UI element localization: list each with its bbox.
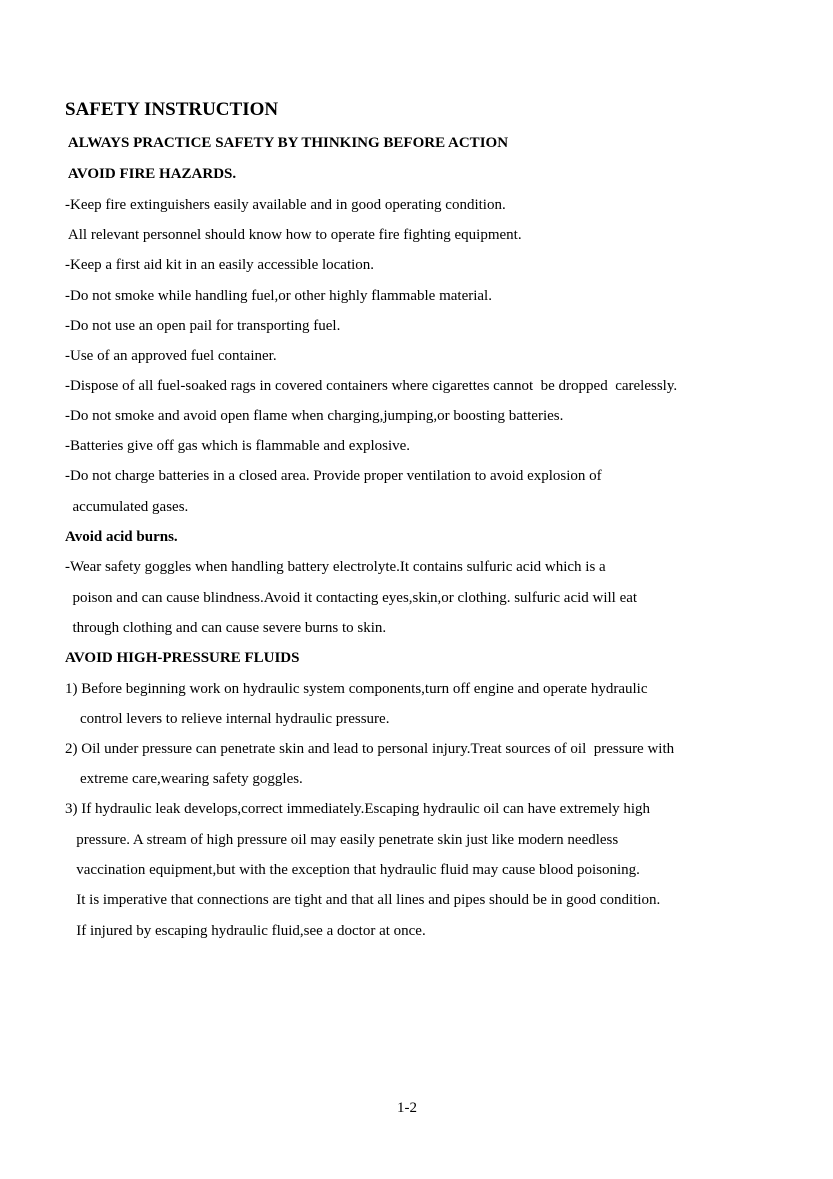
fire-line: -Keep fire extinguishers easily available and in good operating condition. bbox=[65, 197, 506, 213]
high-pressure-heading: AVOID HIGH-PRESSURE FLUIDS bbox=[65, 650, 300, 666]
page-title: SAFETY INSTRUCTION bbox=[65, 99, 279, 120]
pressure-line: control levers to relieve internal hydraulic pressure. bbox=[65, 711, 390, 727]
safety-subtitle: ALWAYS PRACTICE SAFETY BY THINKING BEFORE ACTION bbox=[65, 135, 509, 151]
fire-line: -Dispose of all fuel-soaked rags in covered containers where cigarettes cannot be dropped carelessly. bbox=[65, 378, 678, 394]
pressure-line: If injured by escaping hydraulic fluid,see a doctor at once. bbox=[65, 923, 426, 939]
acid-line: poison and can cause blindness.Avoid it contacting eyes,skin,or clothing. sulfuric acid will eat bbox=[65, 590, 638, 606]
acid-burns-heading: Avoid acid burns. bbox=[65, 529, 178, 545]
fire-line: -Do not charge batteries in a closed area. Provide proper ventilation to avoid explosion of bbox=[65, 468, 602, 484]
fire-line: -Do not smoke and avoid open flame when charging,jumping,or boosting batteries. bbox=[65, 408, 564, 424]
pressure-line: 1) Before beginning work on hydraulic system components,turn off engine and operate hydraulic bbox=[65, 681, 648, 697]
pressure-line: extreme care,wearing safety goggles. bbox=[65, 771, 303, 787]
pressure-line: It is imperative that connections are tight and that all lines and pipes should be in good condition. bbox=[65, 892, 661, 908]
pressure-line: 3) If hydraulic leak develops,correct immediately.Escaping hydraulic oil can have extremely high bbox=[65, 801, 651, 817]
fire-line: accumulated gases. bbox=[65, 499, 189, 515]
fire-line: -Keep a first aid kit in an easily accessible location. bbox=[65, 257, 375, 273]
pressure-line: vaccination equipment,but with the exception that hydraulic fluid may cause blood poisoning. bbox=[65, 862, 640, 878]
fire-line: -Do not smoke while handling fuel,or other highly flammable material. bbox=[65, 288, 492, 304]
fire-line: -Batteries give off gas which is flammable and explosive. bbox=[65, 438, 411, 454]
acid-line: through clothing and can cause severe burns to skin. bbox=[65, 620, 387, 636]
page-number: 1-2 bbox=[397, 1100, 417, 1116]
fire-line: All relevant personnel should know how to operate fire fighting equipment. bbox=[65, 227, 522, 243]
fire-hazards-heading: AVOID FIRE HAZARDS. bbox=[65, 166, 237, 182]
pressure-line: pressure. A stream of high pressure oil may easily penetrate skin just like modern needless bbox=[65, 832, 619, 848]
pressure-line: 2) Oil under pressure can penetrate skin and lead to personal injury.Treat sources of oil pressure with bbox=[65, 741, 675, 757]
fire-line: -Use of an approved fuel container. bbox=[65, 348, 277, 364]
acid-line: -Wear safety goggles when handling battery electrolyte.It contains sulfuric acid which is a bbox=[65, 559, 606, 575]
fire-line: -Do not use an open pail for transporting fuel. bbox=[65, 318, 341, 334]
